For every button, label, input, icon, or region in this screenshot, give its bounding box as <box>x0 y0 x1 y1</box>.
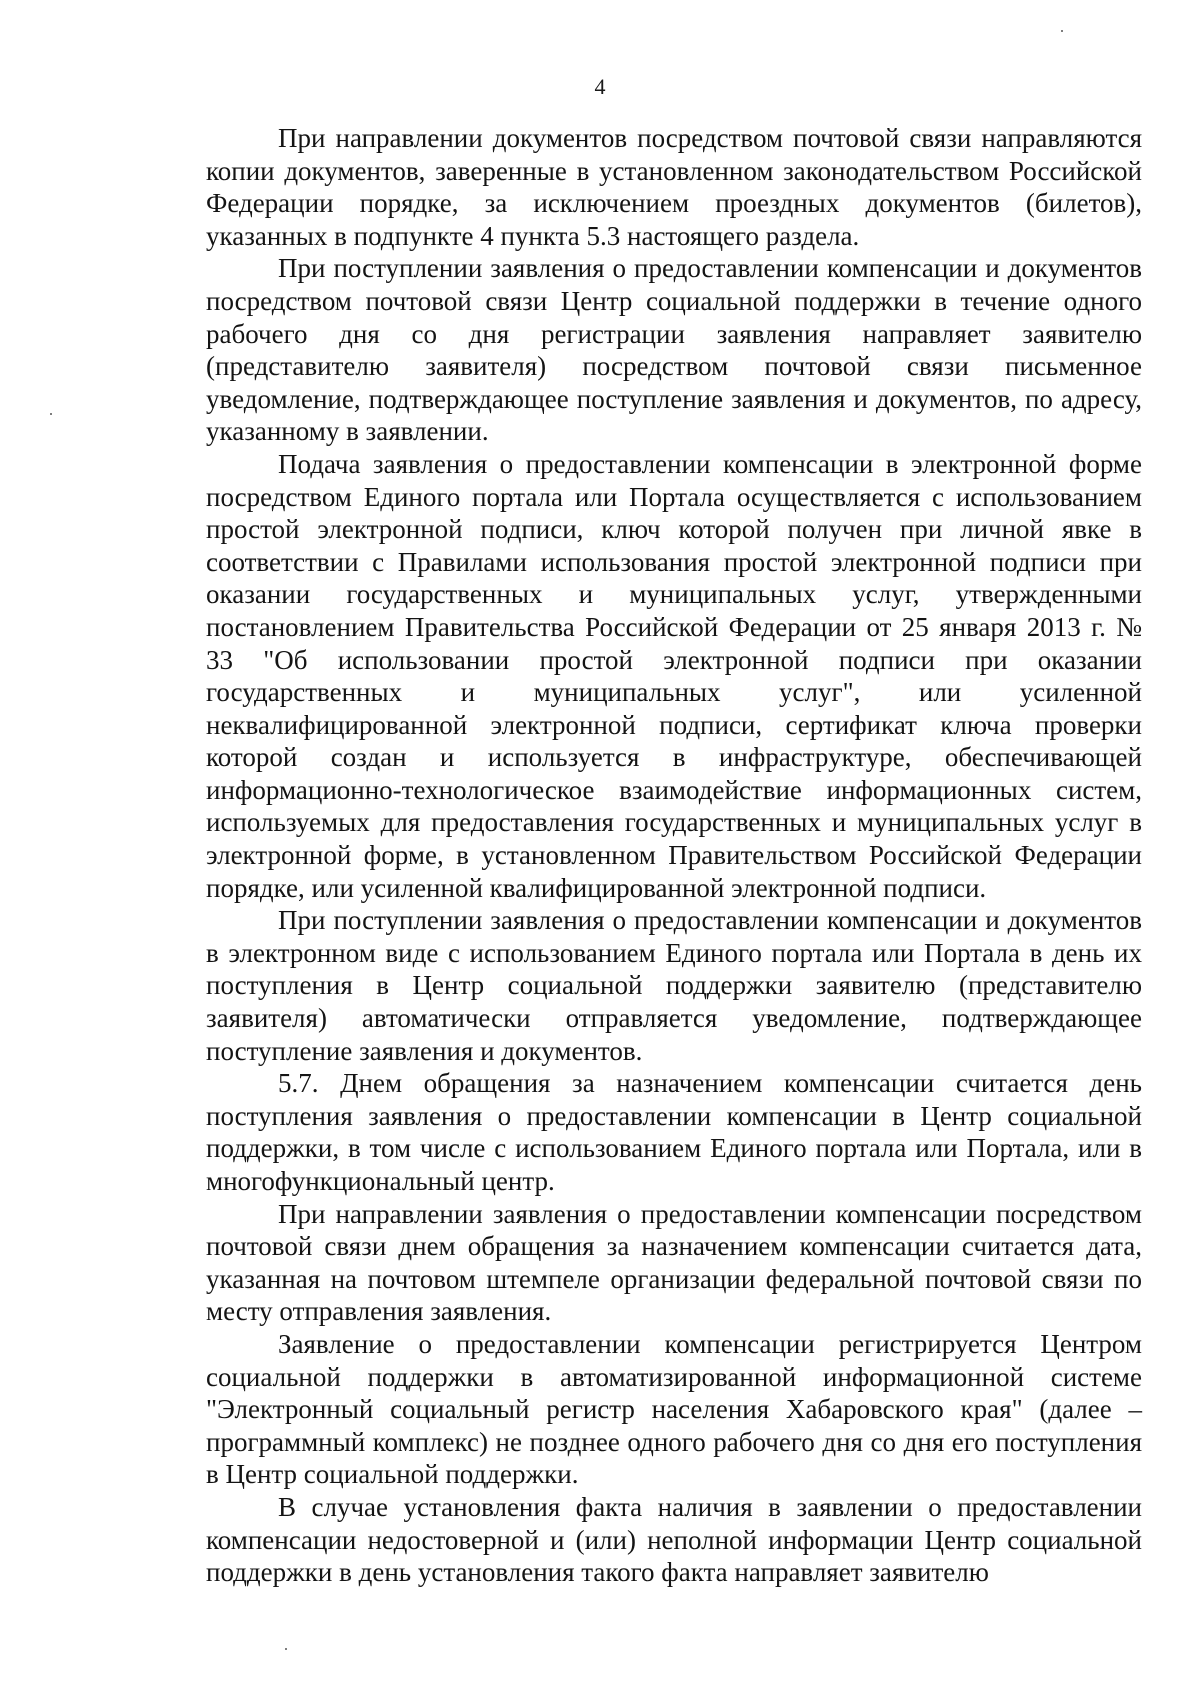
scan-speck <box>50 413 52 415</box>
document-body <box>206 122 1142 1589</box>
paragraph-electronic-submission: Подача заявления о предоставлении компенсации в электронной форме посредством Единого портала или Портала осуществляется с использованием простой электронной подписи, ключ которой получен при личной явке в соответствии с Правилами использования простой электронной подписи при оказании государственных и муниципальных услуг, утвержденными постановлением Правительства Российской Федерации от 25 января 2013 г. № 33 "Об использовании простой электронной подписи при оказании государственных и муниципальных услуг", или усиленной неквалифицированной электронной подписи, сертификат ключа проверки которой создан и используется в инфраструктуре, обеспечивающей информационно-технологическое взаимодействие информационных систем, используемых для предоставления государственных и муниципальных услуг в электронной форме, в установленном Правительством Российской Федерации порядке, или усиленной квалифицированной электронной подписи. <box>206 448 1142 903</box>
paragraph-registration: Заявление о предоставлении компенсации регистрируется Центром социальной поддержки в автоматизированной информационной системе "Электронный социальный регистр населения Хабаровского края" (далее – программный комплекс) не позднее одного рабочего дня со дня его поступления в Центр социальной поддержки. <box>206 1328 1142 1490</box>
paragraph-clause-5-7: 5.7. Днем обращения за назначением компенсации считается день поступления заявления о предоставлении компенсации в Центр социальной поддержки, в том числе с использованием Единого портала или Портала, или в многофункциональный центр. <box>206 1068 1142 1196</box>
page-number: 4 <box>594 74 606 99</box>
paragraph-postal-date: При направлении заявления о предоставлении компенсации посредством почтовой связи днем обращения за назначением компенсации считается дата, указанная на почтовом штемпеле организации федеральной почтовой связи по месту отправления заявления. <box>206 1198 1142 1327</box>
paragraph-electronic-notification: При поступлении заявления о предоставлении компенсации и документов в электронном виде с использованием Единого портала или Портала в день их поступления в Центр социальной поддержки заявителю (представителю заявителя) автоматически отправляется уведомление, подтверждающее поступление заявления и документов. <box>206 905 1142 1066</box>
paragraph-incomplete-info: В случае установления факта наличия в заявлении о предоставлении компенсации недостоверной и (или) неполной информации Центр социальной поддержки в день установления такого факта направляет заявителю <box>206 1491 1142 1588</box>
scan-speck <box>285 1648 287 1650</box>
scan-speck <box>1061 30 1063 32</box>
paragraph-postal-notification: При поступлении заявления о предоставлении компенсации и документов посредством почтовой связи Центр социальной поддержки в течение одного рабочего дня со дня регистрации заявления направляет заявителю (представителю заявителя) посредством почтовой связи письменное уведомление, подтверждающее поступление заявления и документов, по адресу, указанному в заявлении. <box>206 253 1142 447</box>
paragraph-postal-copies: При направлении документов посредством почтовой связи направляются копии документов, заверенные в установленном законодательством Российской Федерации порядке, за исключением проездных документов (билетов), указанных в подпункте 4 пункта 5.3 настоящего раздела. <box>206 123 1142 251</box>
